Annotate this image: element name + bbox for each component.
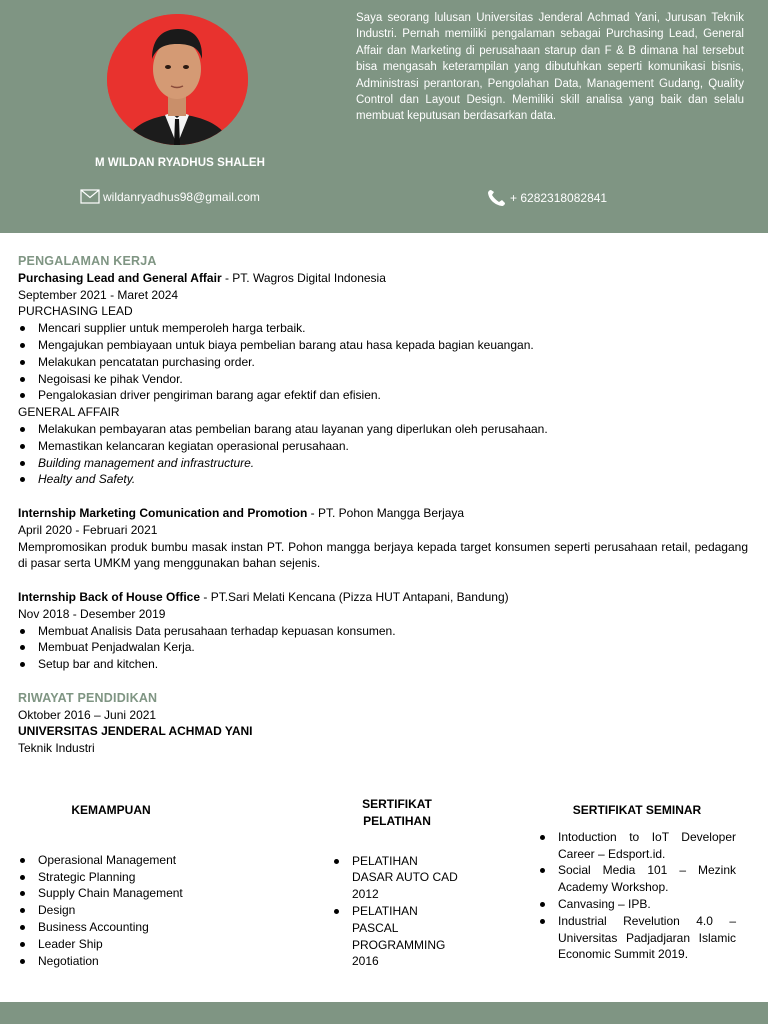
job-role: Internship Back of House Office: [18, 589, 201, 604]
list-item: Building management and infrastructure.: [18, 455, 748, 472]
list-item: Intoduction to IoT Developer Career – Edsport.id.: [538, 829, 736, 863]
footer-bar: [0, 1002, 768, 1024]
email-text[interactable]: wildanryadhus98@gmail.com: [103, 189, 260, 204]
seminar-title: SERTIFIKAT SEMINAR: [572, 803, 702, 817]
person-photo-icon: [107, 14, 248, 145]
education-title: RIWAYAT PENDIDIKAN: [18, 690, 158, 705]
profile-name: M WILDAN RYADHUS SHALEH: [94, 157, 266, 169]
job-entry-3: [18, 589, 748, 673]
list-item: Industrial Revelution 4.0 – Universitas Padjadjaran Islamic Economic Summit 2019.: [538, 913, 736, 963]
list-item: Operasional Management: [18, 852, 218, 869]
phone-contact[interactable]: [487, 189, 607, 207]
job-company: - PT. Pohon Mangga Berjaya: [307, 505, 465, 520]
education-school: UNIVERSITAS JENDERAL ACHMAD YANI: [18, 724, 253, 739]
list-item: Mengajukan pembiayaan untuk biaya pembelian barang atau hasa kepada bagian keuangan.: [18, 337, 748, 354]
list-item: Memastikan kelancaran kegiatan operasional perusahaan.: [18, 438, 748, 455]
training-title: SERTIFIKAT PELATIHAN: [362, 797, 432, 828]
education-period: Oktober 2016 – Juni 2021: [18, 707, 157, 722]
list-item: PELATIHAN DASAR AUTO CAD 2012: [332, 853, 462, 903]
list-item: Membuat Analisis Data perusahaan terhadap kepuasan konsumen.: [18, 623, 748, 640]
list-item: Negoisasi ke pihak Vendor.: [18, 371, 748, 388]
profile-header: [0, 0, 768, 233]
list-item: Supply Chain Management: [18, 885, 218, 902]
list-item: Pengalokasian driver pengiriman barang agar efektif dan efisien.: [18, 387, 748, 404]
training-column: [332, 796, 462, 970]
job-entry-1: [18, 270, 748, 488]
list-item: Negotiation: [18, 953, 218, 970]
list-item: PELATIHAN PASCAL PROGRAMMING 2016: [332, 903, 462, 970]
experience-title: PENGALAMAN KERJA: [18, 254, 157, 268]
list-item: Design: [18, 902, 218, 919]
job-company: - PT.Sari Melati Kencana (Pizza HUT Antapani, Bandung): [200, 589, 509, 604]
duty-list: [18, 421, 748, 488]
job-company: - PT. Wagros Digital Indonesia: [221, 270, 386, 285]
job-period: April 2020 - Februari 2021: [18, 522, 158, 537]
skills-list: [18, 852, 218, 970]
email-contact[interactable]: [80, 189, 260, 204]
job-role: Internship Marketing Comunication and Promotion: [18, 505, 308, 520]
list-item: Canvasing – IPB.: [538, 896, 736, 913]
list-item: Strategic Planning: [18, 869, 218, 886]
profile-summary: Saya seorang lulusan Universitas Jenderal Achmad Yani, Jurusan Teknik Industri. Pernah memiliki pengalaman sebagai Purchasing Lead, General Affair dan Marketing di perusahaan starup dan F & B dimana hal tersebut bisa mengasah keterampilan yang dibutuhkan seperti komunikasi bisnis, Administrasi perantoran, Pengolahan Data, Management Gudang, Quality Control dan Layout Design. Memiliki skill analisa yang baik dan selalu membuat keputusan berdasarkan data.: [356, 12, 744, 123]
skills-title: KEMAMPUAN: [71, 803, 151, 817]
list-item: Membuat Penjadwalan Kerja.: [18, 639, 748, 656]
list-item: Healty and Safety.: [18, 471, 748, 488]
job-period: Nov 2018 - Desember 2019: [18, 606, 166, 621]
skills-column: [18, 802, 218, 969]
phone-icon: [487, 189, 507, 207]
training-list: [332, 853, 462, 971]
list-item: Melakukan pencatatan purchasing order.: [18, 354, 748, 371]
list-item: Melakukan pembayaran atas pembelian barang atau layanan yang diperlukan oleh perusahaan.: [18, 421, 748, 438]
job-period: September 2021 - Maret 2024: [18, 287, 179, 302]
education-major: Teknik Industri: [18, 741, 95, 756]
duty-list: [18, 320, 748, 404]
list-item: Setup bar and kitchen.: [18, 656, 748, 673]
envelope-icon: [80, 189, 100, 204]
seminar-column: [538, 802, 736, 963]
job-role: Purchasing Lead and General Affair: [18, 270, 222, 285]
job-description: Mempromosikan produk bumbu masak instan PT. Pohon mangga berjaya kepada target konsumen seperti perusahaan retail, pedagang di pasar serta UMKM yang menggunakan bahan sejenis.: [18, 539, 748, 571]
seminar-list: [538, 829, 736, 963]
list-item: Social Media 101 – Mezink Academy Workshop.: [538, 862, 736, 896]
job-subsection: GENERAL AFFAIR: [18, 405, 120, 420]
phone-text[interactable]: + 6282318082841: [510, 191, 608, 205]
list-item: Mencari supplier untuk memperoleh harga terbaik.: [18, 320, 748, 337]
profile-photo: [107, 14, 248, 145]
list-item: Business Accounting: [18, 919, 218, 936]
duty-list: [18, 623, 748, 673]
list-item: Leader Ship: [18, 936, 218, 953]
job-subsection: PURCHASING LEAD: [18, 304, 133, 319]
main-content: [18, 253, 748, 757]
job-entry-2: [18, 505, 748, 572]
